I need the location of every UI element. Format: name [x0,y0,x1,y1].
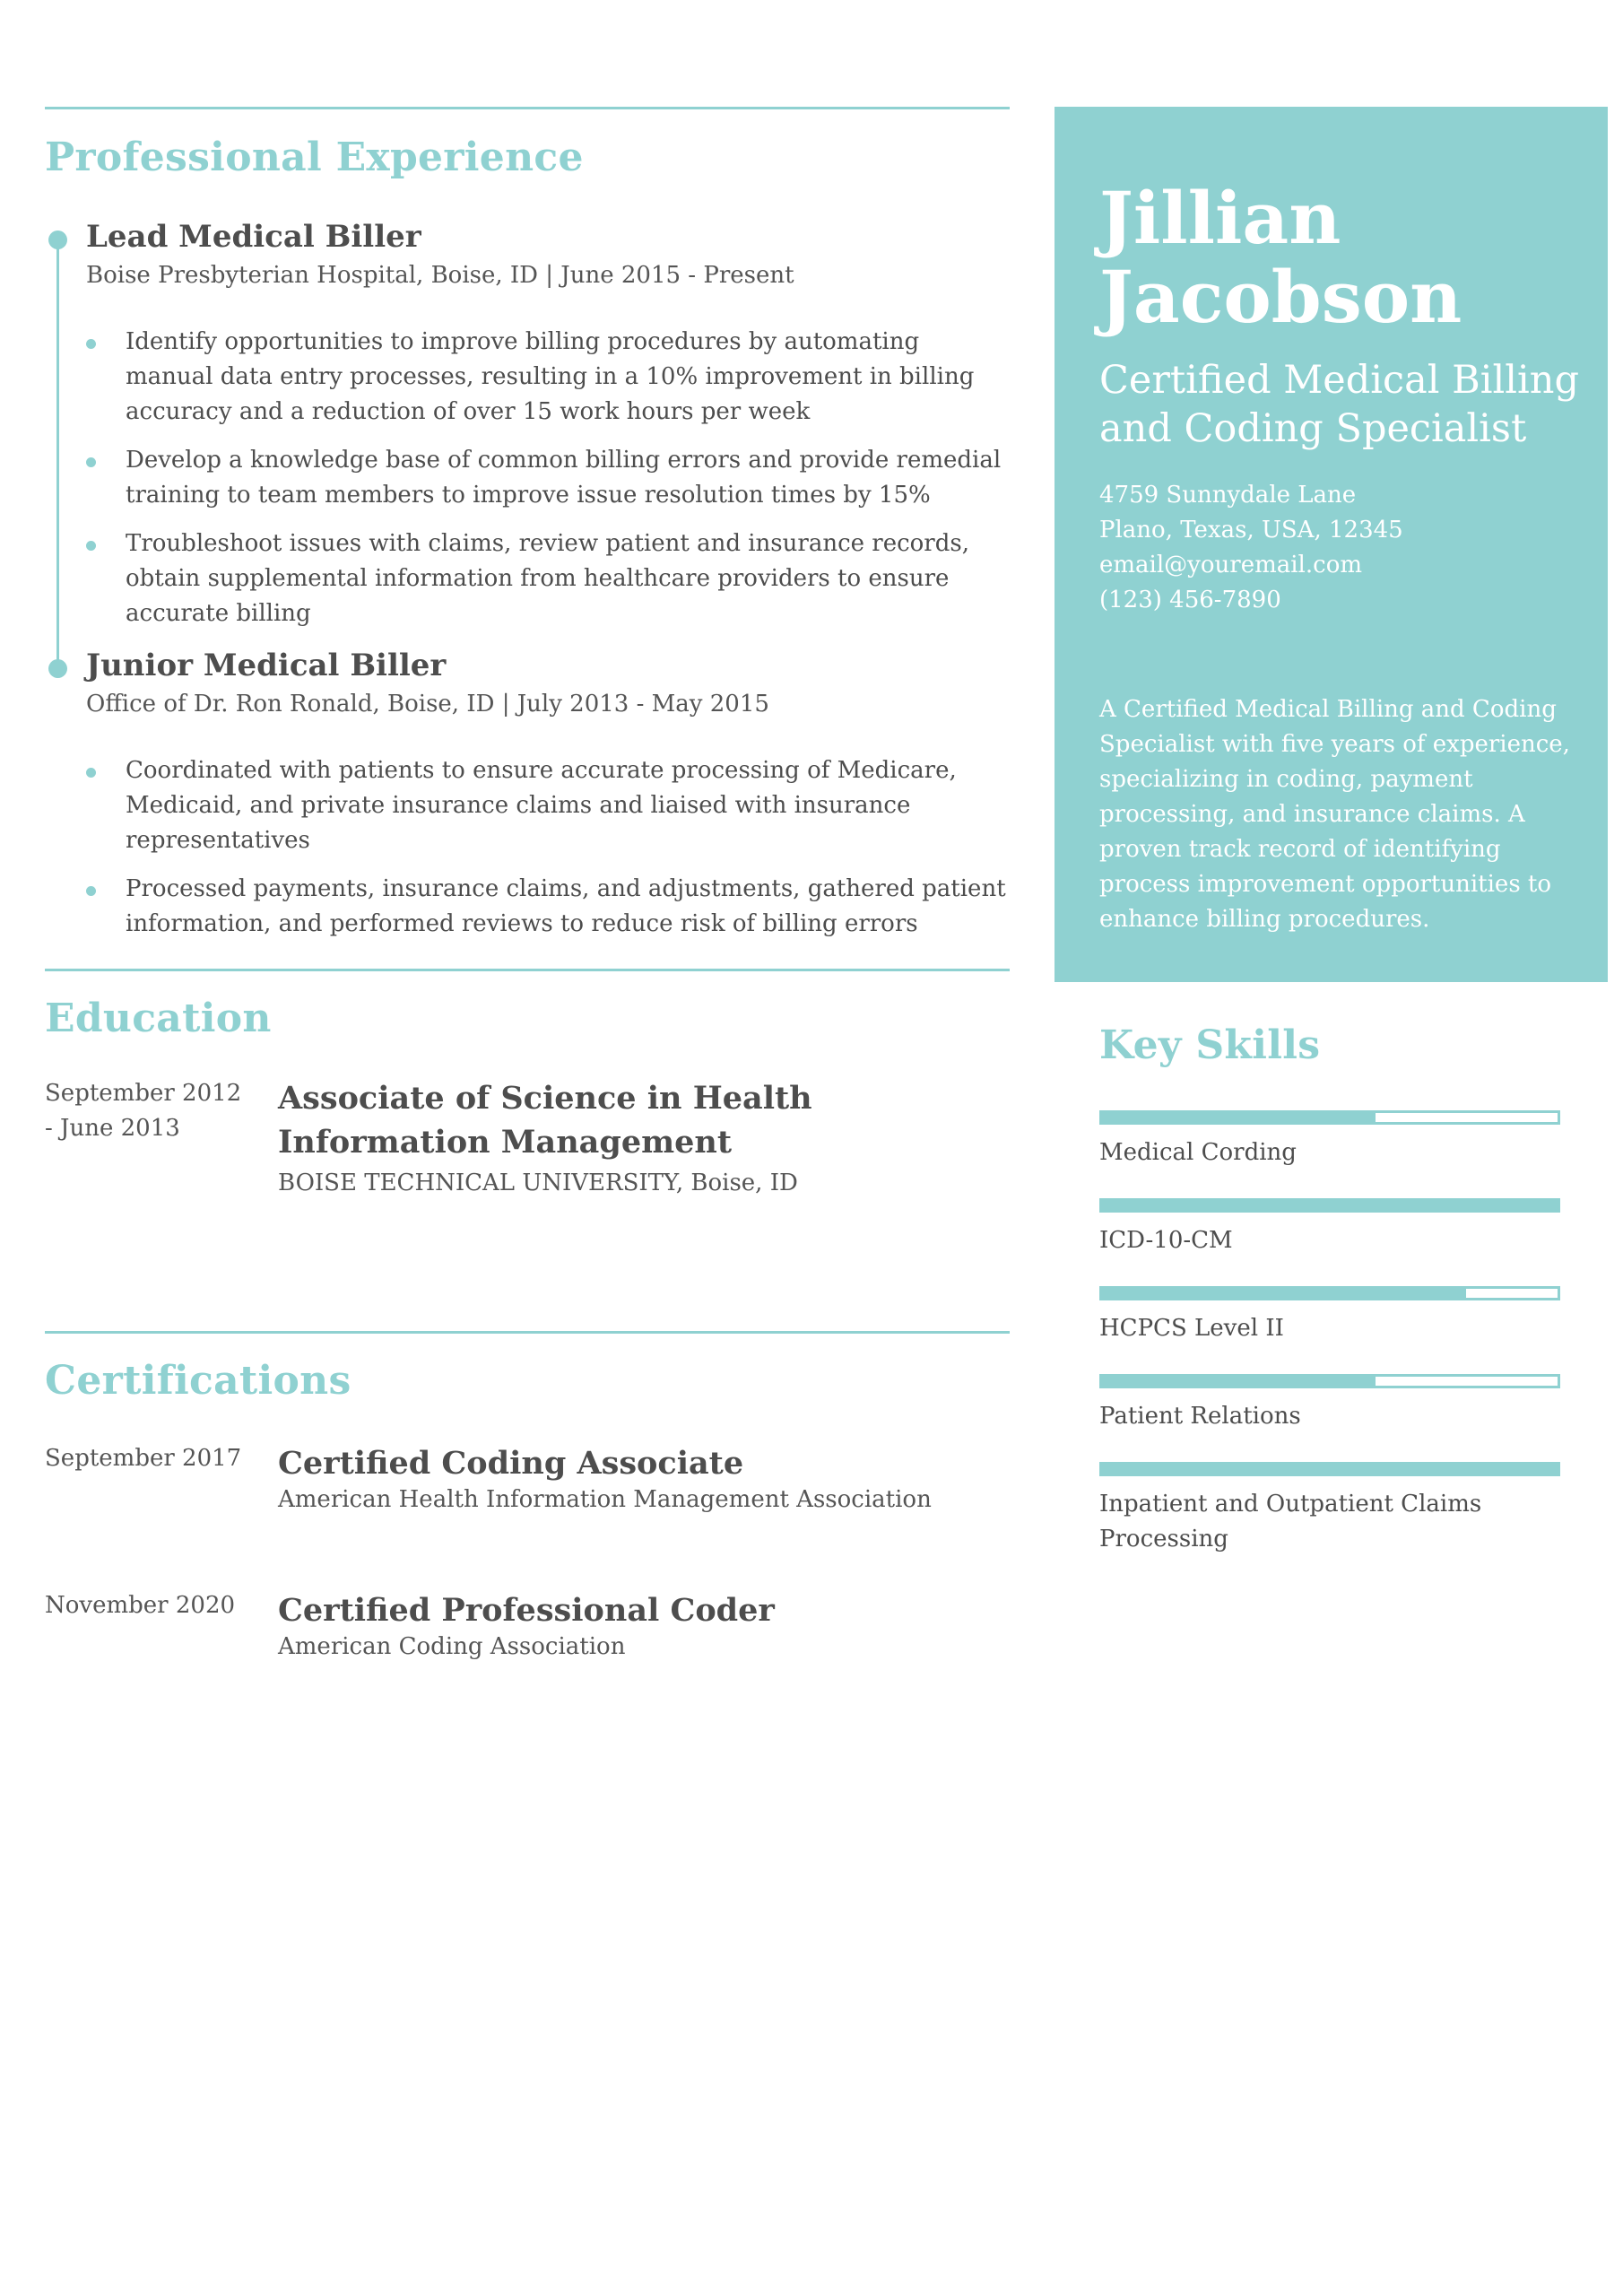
section-divider [45,107,1010,109]
skills-heading: Key Skills [1099,1022,1321,1068]
job-bullets [86,325,1010,645]
address-line-1: 4759 Sunnydale Lane [1099,482,1357,509]
certification-date: September 2017 [45,1445,242,1472]
section-divider [45,969,1010,971]
certification-title: Certified Professional Coder [278,1592,775,1629]
certification-issuer: American Coding Association [278,1633,626,1660]
bullet-text: Develop a knowledge base of common billing errors and provide remedial training to team members to improve issue resolution times by 15% [126,447,1002,509]
skill-bar-fill [1102,1201,1558,1210]
certification-date: November 2020 [45,1592,236,1619]
job-title: Junior Medical Biller [86,648,447,683]
timeline-dot [48,230,67,249]
bullet-icon [86,339,96,349]
skill-item [1099,1374,1560,1434]
bullet-text: Processed payments, insurance claims, and adjustments, gathered patient information, and performed reviews to reduce risk of billing errors [126,875,1006,937]
skill-bar-fill [1102,1289,1466,1298]
skill-bar [1099,1286,1560,1300]
skill-label: ICD-10-CM [1099,1227,1233,1254]
bullet-item [86,325,1010,430]
phone-number: (123) 456-7890 [1099,587,1281,613]
job-subtitle: Office of Dr. Ron Ronald, Boise, ID | July 2013 - May 2015 [86,691,769,718]
skill-item [1099,1286,1560,1346]
certification-title: Certified Coding Associate [278,1445,744,1482]
skill-label: Inpatient and Outpatient Claims Processing [1099,1491,1482,1552]
contact-info [1099,478,1403,618]
skill-item [1099,1198,1560,1258]
degree-title: Associate of Science in Health Information Management [278,1080,812,1161]
skill-bar [1099,1110,1560,1125]
skill-bar-fill [1102,1465,1558,1474]
candidate-role: Certified Medical Billing and Coding Specialist [1099,358,1579,451]
timeline-dot [48,659,67,678]
profile-summary: A Certified Medical Billing and Coding Specialist with five years of experience, specializing in coding, payment processing, and insurance claims. A proven track record of identifying process improvement opportunities to enhance billing procedures. [1099,696,1570,933]
skill-label: Medical Cording [1099,1139,1297,1166]
address-line-2: Plano, Texas, USA, 12345 [1099,517,1403,544]
skill-label: HCPCS Level II [1099,1315,1284,1342]
education-date: September 2012 - June 2013 [45,1080,242,1142]
skill-item [1099,1110,1560,1170]
job-title: Lead Medical Biller [86,219,421,255]
bullet-text: Troubleshoot issues with claims, review patient and insurance records, obtain supplemental information from healthcare providers to ensure accurate billing [126,530,969,627]
education-heading: Education [45,996,272,1041]
bullet-item [86,753,1010,858]
candidate-name: Jillian Jacobson [1099,176,1462,339]
skill-label: Patient Relations [1099,1403,1301,1430]
bullet-item [86,872,1010,942]
bullet-icon [86,768,96,778]
bullet-icon [86,457,96,467]
experience-heading: Professional Experience [45,135,584,180]
profile-panel [1055,107,1608,982]
bullet-item [86,443,1010,513]
skill-bar [1099,1374,1560,1388]
skill-bar-fill [1102,1113,1376,1122]
job-subtitle: Boise Presbyterian Hospital, Boise, ID | June 2015 - Present [86,262,794,289]
email-address: email@youremail.com [1099,552,1362,578]
bullet-item [86,526,1010,631]
skill-item [1099,1462,1560,1557]
certification-issuer: American Health Information Management Association [278,1486,932,1513]
section-divider [45,1331,1010,1334]
skill-bar [1099,1462,1560,1476]
timeline-line [56,238,59,668]
certifications-heading: Certifications [45,1358,352,1404]
school-name: BOISE TECHNICAL UNIVERSITY, Boise, ID [278,1170,798,1196]
job-bullets [86,753,1010,955]
bullet-text: Coordinated with patients to ensure accurate processing of Medicare, Medicaid, and private insurance claims and liaised with insurance representatives [126,757,957,854]
bullet-icon [86,886,96,896]
bullet-text: Identify opportunities to improve billing procedures by automating manual data entry processes, resulting in a 10% improvement in billing accuracy and a reduction of over 15 work hours per week [126,328,975,425]
skill-bar-fill [1102,1377,1376,1386]
skill-bar [1099,1198,1560,1213]
bullet-icon [86,541,96,551]
